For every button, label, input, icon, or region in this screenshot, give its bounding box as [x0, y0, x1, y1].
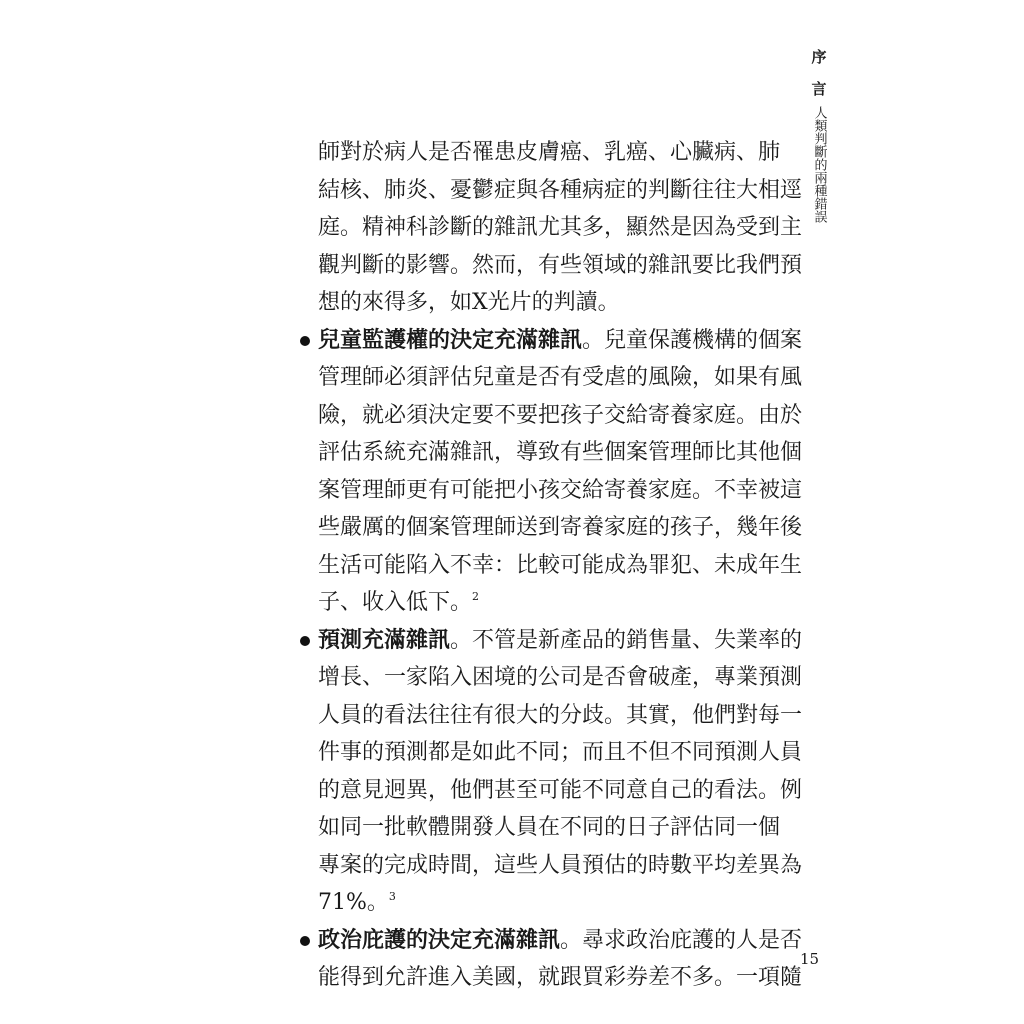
- text-line: [300, 734, 803, 772]
- text-line: [300, 697, 803, 735]
- line-text: 險，就必須決定要不要把孩子交給寄養家庭。由於: [318, 402, 803, 428]
- line-text: 增長、一家陷入困境的公司是否會破產，專業預測: [318, 665, 803, 690]
- line-text: 。尋求政治庇護的人是否: [560, 927, 803, 953]
- line-text: 如同一批軟體開發人員在不同的日子評估同一個: [318, 815, 781, 840]
- text-line: [300, 772, 803, 810]
- text-line: [300, 472, 803, 510]
- bullet-line: [300, 622, 803, 660]
- bullet-line: [300, 322, 803, 360]
- line-text: 案管理師更有可能把小孩交給寄養家庭。不幸被這: [318, 477, 803, 503]
- text-line: [300, 509, 803, 547]
- line-text: 觀判斷的影響。然而，有些領域的雜訊要比我們預: [318, 252, 803, 278]
- text-line: [300, 172, 803, 210]
- body-text: [300, 134, 803, 997]
- text-line: [300, 884, 770, 922]
- text-line: [300, 959, 803, 997]
- text-line: [300, 247, 803, 285]
- bullet-dot-icon: [300, 336, 310, 346]
- line-text: 些嚴厲的個案管理師送到寄養家庭的孩子，幾年後: [318, 515, 803, 540]
- bullet-dot-icon: [300, 936, 310, 946]
- chapter-label-char-1: 序: [811, 48, 827, 66]
- text-line: [300, 584, 770, 622]
- line-text: 子、收入低下。: [318, 590, 473, 615]
- bullet-heading: 兒童監護權的決定充滿雜訊: [318, 327, 583, 353]
- footnote-marker: 2: [472, 590, 480, 603]
- bullet-dot-icon: [300, 636, 310, 646]
- line-text: 71%。: [318, 890, 389, 915]
- line-text: 師對於病人是否罹患皮膚癌、乳癌、心臟病、肺: [318, 140, 781, 165]
- text-line: [300, 659, 803, 697]
- text-line: [300, 359, 803, 397]
- line-text: 。不管是新產品的銷售量、失業率的: [450, 627, 803, 653]
- line-text: 庭。精神科診斷的雜訊尤其多，顯然是因為受到主: [318, 215, 803, 240]
- text-line: [300, 134, 781, 172]
- line-text: 人員的看法往往有很大的分歧。其實，他們對每一: [318, 702, 803, 728]
- bullet-heading: 政治庇護的決定充滿雜訊: [318, 927, 561, 953]
- bullet-line: [300, 922, 803, 960]
- line-text: 評估系統充滿雜訊，導致有些個案管理師比其他個: [318, 440, 803, 465]
- footnote-marker: 3: [388, 890, 396, 903]
- text-line: [300, 284, 770, 322]
- line-text: 專案的完成時間，這些人員預估的時數平均差異為: [318, 852, 803, 878]
- line-text: 結核、肺炎、憂鬱症與各種病症的判斷往往大相逕: [318, 177, 803, 203]
- line-text: 件事的預測都是如此不同；而且不但不同預測人員: [318, 740, 803, 765]
- running-title: 人類判斷的兩種錯誤: [811, 106, 827, 223]
- page-number: 15: [800, 950, 820, 968]
- text-line: [300, 397, 803, 435]
- line-text: 。兒童保護機構的個案: [582, 327, 803, 353]
- text-line: [300, 434, 803, 472]
- line-text: 管理師必須評估兒童是否有受虐的風險，如果有風: [318, 365, 803, 390]
- running-header: [806, 48, 832, 223]
- line-text: 能得到允許進入美國，就跟買彩券差不多。一項隨: [318, 965, 803, 990]
- line-text: 的意見迥異，他們甚至可能不同意自己的看法。例: [318, 777, 803, 803]
- text-line: [300, 209, 803, 247]
- line-text: 生活可能陷入不幸：比較可能成為罪犯、未成年生: [318, 552, 803, 578]
- text-line: [300, 809, 781, 847]
- bullet-heading: 預測充滿雜訊: [318, 627, 451, 653]
- line-text: 想的來得多，如X光片的判讀。: [318, 290, 620, 315]
- chapter-label-char-2: 言: [811, 80, 827, 98]
- text-line: [300, 547, 803, 585]
- text-line: [300, 847, 803, 885]
